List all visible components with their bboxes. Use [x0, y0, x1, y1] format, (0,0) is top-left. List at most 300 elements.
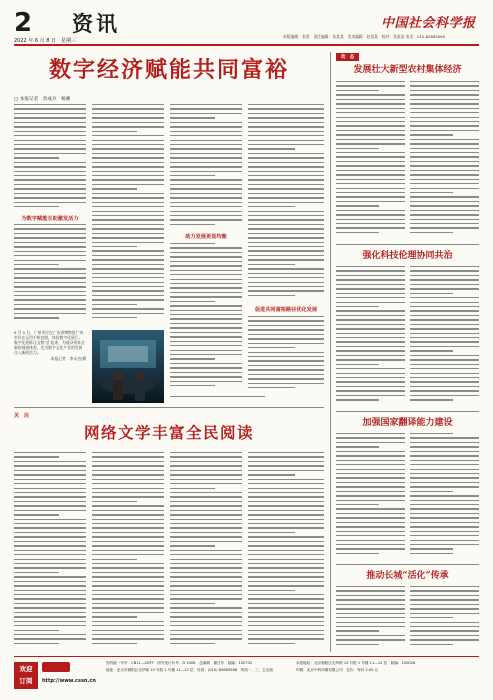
- text-line: [410, 517, 479, 518]
- text-line: [336, 179, 405, 180]
- text-line: [410, 148, 479, 149]
- text-line: [248, 567, 324, 568]
- text-line: [336, 108, 405, 109]
- text-line: [336, 125, 405, 126]
- text-line: [248, 365, 324, 366]
- text-line: [170, 621, 242, 622]
- text-line: [410, 390, 479, 391]
- text-line: [248, 541, 324, 542]
- text-line: [14, 184, 86, 185]
- text-line: [92, 585, 164, 586]
- text-line: [410, 460, 479, 461]
- text-line: [248, 630, 324, 631]
- text-line: [170, 144, 242, 145]
- text-line: [14, 465, 86, 466]
- footer-info: 印刷：北京中科印刷有限公司 定价：每份 2.00 元: [296, 668, 379, 672]
- text-line: [92, 215, 164, 216]
- text-line: [248, 259, 324, 260]
- text-line: [410, 279, 479, 280]
- text-line: [336, 635, 405, 636]
- text-line: [410, 315, 479, 316]
- text-line: [14, 317, 59, 318]
- text-line: [336, 504, 379, 505]
- text-line: [248, 514, 324, 515]
- text-line: [248, 616, 324, 617]
- text-line: [248, 634, 324, 635]
- text-line: [336, 188, 405, 189]
- text-line: [92, 630, 164, 631]
- text-line: [410, 500, 479, 501]
- text-line: [336, 121, 405, 122]
- text-line: [336, 117, 405, 118]
- text-line: [248, 246, 324, 247]
- text-line: [336, 196, 405, 197]
- story-title: 强化科技伦理协同共治: [362, 251, 453, 261]
- text-line: [170, 616, 242, 617]
- text-column: [336, 586, 405, 652]
- text-line: [170, 206, 242, 207]
- text-line: [410, 395, 479, 396]
- text-line: [14, 117, 86, 118]
- text-line: [248, 153, 324, 154]
- text-line: [336, 103, 405, 104]
- footer-info: 地址：北京市朝阳区光华路 15 号院 1 号楼 11—12 层 传真：(010) 85885088 每周一、三、五出版: [106, 668, 273, 672]
- text-line: [248, 338, 324, 339]
- text-line: [92, 219, 164, 220]
- text-line: [170, 135, 242, 136]
- text-line: [92, 536, 164, 537]
- text-line: [170, 381, 242, 382]
- text-line: [410, 275, 479, 276]
- text-line: [336, 486, 405, 487]
- text-line: [248, 126, 324, 127]
- text-line: [170, 261, 242, 262]
- text-line: [248, 356, 324, 357]
- subhead: 助力发展更显均衡: [185, 234, 227, 240]
- text-line: [170, 358, 215, 359]
- text-line: [410, 469, 479, 470]
- text-line: [248, 501, 324, 502]
- text-line: [92, 465, 164, 466]
- text-line: [248, 492, 324, 493]
- text-line: [410, 94, 479, 95]
- text-line: [410, 595, 479, 596]
- text-line: [14, 228, 86, 229]
- text-line: [170, 630, 242, 631]
- text-line: [92, 638, 164, 639]
- text-column: [14, 452, 86, 652]
- text-line: [170, 541, 242, 542]
- text-line: [410, 540, 479, 541]
- text-line: [248, 585, 324, 586]
- text-line: [14, 479, 86, 480]
- text-line: [248, 461, 324, 462]
- text-line: [336, 328, 405, 329]
- text-line: [170, 563, 242, 564]
- text-line: [170, 483, 242, 484]
- logo-mark: [42, 662, 70, 672]
- text-line: [14, 260, 86, 261]
- story-title: 加强国家翻译能力建设: [362, 418, 453, 428]
- text-line: [248, 108, 324, 109]
- text-line: [248, 171, 324, 172]
- text-line: [248, 343, 324, 344]
- text-line: [248, 474, 295, 475]
- text-line: [170, 197, 242, 198]
- text-line: [410, 464, 479, 465]
- text-line: [92, 510, 164, 511]
- text-line: [410, 156, 479, 157]
- text-line: [336, 522, 405, 523]
- text-column: [14, 224, 86, 324]
- text-line: [336, 433, 405, 434]
- text-line: [248, 197, 324, 198]
- text-line: [248, 277, 324, 278]
- text-line: [14, 612, 86, 613]
- text-line: [14, 554, 86, 555]
- text-line: [170, 496, 242, 497]
- text-line: [170, 283, 242, 284]
- text-line: [170, 140, 242, 141]
- text-line: [92, 594, 164, 595]
- text-line: [410, 223, 479, 224]
- text-line: [92, 268, 164, 269]
- text-line: [248, 144, 324, 145]
- text-line: [248, 590, 295, 591]
- text-line: [14, 590, 86, 591]
- text-line: [14, 148, 86, 149]
- text-line: [92, 598, 164, 599]
- text-line: [336, 446, 379, 447]
- text-line: [410, 544, 479, 545]
- text-line: [170, 310, 242, 311]
- text-line: [336, 183, 405, 184]
- text-line: [170, 550, 242, 551]
- text-line: [410, 381, 479, 382]
- text-line: [248, 117, 324, 118]
- text-line: [248, 378, 324, 379]
- text-line: [336, 540, 405, 541]
- text-line: [336, 464, 405, 465]
- text-line: [14, 197, 86, 198]
- text-line: [14, 131, 86, 132]
- text-line: [410, 522, 479, 523]
- text-line: [14, 603, 86, 604]
- text-line: [248, 273, 324, 274]
- text-line: [92, 153, 164, 154]
- text-line: [410, 85, 479, 86]
- text-line: [92, 590, 164, 591]
- text-column: [92, 104, 164, 324]
- text-line: [14, 157, 59, 158]
- text-line: [336, 310, 405, 311]
- text-line: [14, 242, 86, 243]
- text-line: [170, 488, 215, 489]
- text-line: [14, 299, 86, 300]
- text-line: [248, 206, 295, 207]
- text-line: [92, 113, 164, 114]
- text-line: [336, 288, 405, 289]
- text-line: [170, 532, 242, 533]
- text-line: [410, 635, 479, 636]
- text-line: [170, 287, 242, 288]
- text-line: [248, 140, 324, 141]
- masthead-info: 本版编辑：张贺 责任编辑：张某某 美术编辑：赵某某 校对：张某某 电话：010-85885089: [283, 34, 446, 39]
- text-line: [92, 104, 164, 105]
- text-line: [336, 152, 405, 153]
- text-line: [248, 638, 324, 639]
- text-line: [14, 452, 86, 453]
- text-line: [92, 255, 164, 256]
- text-line: [14, 246, 86, 247]
- text-line: [170, 581, 242, 582]
- text-line: [410, 310, 479, 311]
- text-line: [92, 299, 164, 300]
- text-line: [410, 626, 479, 627]
- text-line: [410, 306, 479, 307]
- text-line: [170, 559, 242, 560]
- text-line: [92, 166, 164, 167]
- text-line: [410, 386, 479, 387]
- text-line: [170, 634, 242, 635]
- text-line: [170, 452, 242, 453]
- text-line: [92, 505, 164, 506]
- text-line: [336, 544, 405, 545]
- text-line: [14, 474, 86, 475]
- text-line: [336, 90, 379, 91]
- text-line: [410, 495, 479, 496]
- text-line: [336, 143, 405, 144]
- text-line: [14, 488, 86, 489]
- text-line: [170, 376, 242, 377]
- text-line: [248, 523, 324, 524]
- museum-photo: [92, 330, 164, 403]
- text-line: [248, 559, 324, 560]
- text-line: [170, 332, 242, 333]
- text-line: [336, 644, 379, 645]
- text-line: [170, 153, 242, 154]
- text-line: [170, 305, 242, 306]
- text-line: [170, 510, 242, 511]
- text-column: [170, 452, 242, 652]
- text-line: [170, 219, 242, 220]
- text-line: [170, 492, 242, 493]
- text-line: [410, 477, 479, 478]
- text-line: [14, 559, 86, 560]
- text-line: [92, 519, 164, 520]
- text-line: [336, 279, 405, 280]
- text-line: [92, 259, 164, 260]
- text-line: [170, 594, 242, 595]
- text-line: [92, 461, 164, 462]
- text-line: [336, 395, 405, 396]
- text-line: [410, 174, 479, 175]
- text-line: [14, 166, 86, 167]
- text-line: [248, 369, 324, 370]
- text-line: [92, 488, 164, 489]
- text-line: [170, 296, 242, 297]
- text-line: [410, 201, 479, 202]
- text-line: [336, 513, 405, 514]
- text-line: [410, 355, 479, 356]
- text-line: [410, 227, 479, 228]
- text-line: [14, 126, 86, 127]
- text-line: [92, 456, 164, 457]
- text-line: [170, 572, 242, 573]
- text-line: [14, 563, 86, 564]
- text-line: [14, 550, 86, 551]
- text-line: [336, 390, 405, 391]
- text-line: [336, 517, 405, 518]
- text-line: [92, 317, 137, 318]
- text-line: [14, 286, 86, 287]
- text-line: [170, 345, 242, 346]
- text-line: [14, 638, 86, 639]
- text-line: [410, 346, 479, 347]
- text-line: [248, 175, 324, 176]
- text-line: [14, 581, 86, 582]
- text-line: [410, 368, 479, 369]
- text-line: [170, 514, 242, 515]
- text-line: [170, 117, 215, 118]
- text-line: [170, 126, 242, 127]
- text-line: [14, 643, 59, 644]
- text-line: [170, 519, 242, 520]
- text-line: [14, 501, 86, 502]
- text-line: [336, 81, 405, 82]
- text-line: [410, 473, 479, 474]
- text-line: [336, 599, 405, 600]
- text-line: [170, 188, 242, 189]
- text-line: [92, 527, 164, 528]
- text-line: [248, 527, 324, 528]
- text-line: [336, 85, 405, 86]
- text-line: [336, 442, 405, 443]
- story-title: 发展壮大新型农村集体经济: [353, 65, 462, 75]
- text-line: [248, 122, 324, 123]
- text-line: [92, 277, 164, 278]
- text-line: [336, 377, 405, 378]
- text-line: [336, 548, 405, 549]
- text-line: [410, 232, 453, 233]
- text-line: [14, 175, 86, 176]
- text-line: [336, 500, 405, 501]
- text-line: [410, 617, 453, 618]
- text-line: [14, 527, 86, 528]
- text-line: [410, 486, 479, 487]
- text-line: [336, 210, 405, 211]
- text-line: [248, 135, 324, 136]
- text-line: [92, 273, 164, 274]
- text-line: [410, 324, 479, 325]
- text-line: [170, 367, 242, 368]
- story-title: 推动长城“活化”传承: [366, 571, 449, 581]
- text-line: [410, 442, 479, 443]
- text-line: [170, 270, 242, 271]
- text-line: [170, 554, 242, 555]
- text-line: [14, 295, 86, 296]
- text-column: [248, 316, 324, 393]
- text-line: [170, 643, 215, 644]
- text-line: [14, 536, 86, 537]
- text-line: [336, 381, 405, 382]
- text-line: [14, 514, 59, 515]
- text-line: [170, 527, 242, 528]
- text-line: [248, 554, 324, 555]
- text-line: [92, 559, 137, 560]
- text-line: [410, 81, 479, 82]
- text-line: [410, 608, 479, 609]
- text-line: [170, 363, 242, 364]
- text-line: [336, 469, 405, 470]
- website-url[interactable]: http://www.cssn.cn: [42, 678, 96, 684]
- text-line: [410, 451, 479, 452]
- text-line: [170, 576, 242, 577]
- text-line: [14, 140, 86, 141]
- text-line: [92, 479, 164, 480]
- text-line: [336, 94, 405, 95]
- text-line: [410, 284, 479, 285]
- text-line: [92, 483, 164, 484]
- text-column: [170, 104, 242, 230]
- text-line: [170, 314, 242, 315]
- text-line: [248, 104, 324, 105]
- text-line: [248, 202, 324, 203]
- text-line: [336, 266, 405, 267]
- text-line: [336, 626, 405, 627]
- text-line: [14, 541, 86, 542]
- text-line: [92, 108, 164, 109]
- text-line: [170, 479, 242, 480]
- masthead-rule: [14, 44, 479, 46]
- text-line: [170, 567, 242, 568]
- text-line: [410, 196, 479, 197]
- text-column: [410, 81, 479, 241]
- text-line: [336, 341, 405, 342]
- text-line: [410, 504, 479, 505]
- page-number: 2: [14, 8, 33, 38]
- text-line: [248, 255, 324, 256]
- text-line: [336, 477, 405, 478]
- text-line: [410, 192, 453, 193]
- text-line: [92, 206, 164, 207]
- text-line: [410, 270, 479, 271]
- text-line: [14, 634, 86, 635]
- text-line: [410, 302, 479, 303]
- text-line: [410, 188, 479, 189]
- text-line: [92, 563, 164, 564]
- text-line: [14, 598, 86, 599]
- text-line: [410, 183, 479, 184]
- text-line: [170, 318, 242, 319]
- text-column: [14, 104, 86, 214]
- text-line: [14, 237, 86, 238]
- text-line: [170, 501, 242, 502]
- text-line: [410, 179, 479, 180]
- text-line: [248, 193, 324, 194]
- text-line: [92, 572, 164, 573]
- text-line: [170, 372, 242, 373]
- text-line: [336, 319, 405, 320]
- text-line: [248, 224, 324, 225]
- text-line: [248, 282, 324, 283]
- text-line: [92, 224, 164, 225]
- text-line: [14, 122, 86, 123]
- text-line: [92, 246, 137, 247]
- text-line: [410, 112, 479, 113]
- text-line: [170, 215, 242, 216]
- text-line: [336, 617, 405, 618]
